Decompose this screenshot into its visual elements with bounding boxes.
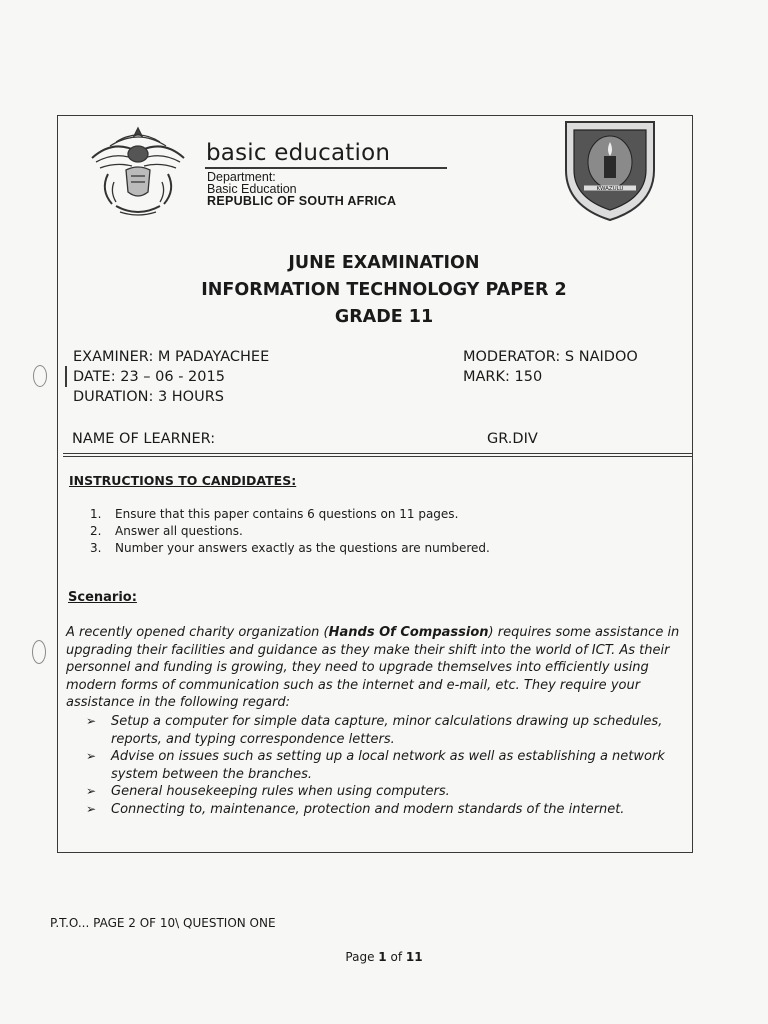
page-total: 11 xyxy=(405,950,423,964)
list-item xyxy=(90,506,490,523)
instructions-heading: INSTRUCTIONS TO CANDIDATES: xyxy=(69,473,297,488)
learner-name-label: NAME OF LEARNER: xyxy=(72,431,216,447)
list-item xyxy=(90,523,490,540)
list-text: Answer all questions. xyxy=(115,524,243,538)
grade-division-label: GR.DIV xyxy=(487,431,538,447)
exam-title: JUNE EXAMINATION xyxy=(288,253,480,273)
scenario-heading: Scenario: xyxy=(68,590,137,605)
list-item xyxy=(86,783,701,801)
list-item xyxy=(86,748,701,783)
arrow-bullet-icon: ➢ xyxy=(86,714,97,728)
scenario-text: A recently opened charity organization ( xyxy=(66,625,329,640)
list-item xyxy=(86,713,701,748)
list-item xyxy=(90,540,490,557)
school-crest-icon xyxy=(560,118,660,224)
scenario-bullets xyxy=(86,713,701,819)
arrow-bullet-icon: ➢ xyxy=(86,749,97,764)
list-text: General housekeeping rules when using computers. xyxy=(111,784,450,800)
department-label: Department: xyxy=(207,170,276,184)
list-text: Setup a computer for simple data capture, minor calculations drawing up schedules, reports, and typing correspondence letters. xyxy=(111,714,663,747)
mark-field: MARK: 150 xyxy=(463,369,543,385)
list-number: 1. xyxy=(90,507,102,521)
arrow-bullet-icon: ➢ xyxy=(86,784,97,799)
page-current: 1 xyxy=(378,950,387,964)
instructions-list xyxy=(90,506,490,557)
moderator-field: MODERATOR: S NAIDOO xyxy=(463,349,638,365)
pto-note: P.T.O... PAGE 2 OF 10\ QUESTION ONE xyxy=(50,916,276,930)
coat-of-arms-icon xyxy=(86,124,190,218)
examiner-field: EXAMINER: M PADAYACHEE xyxy=(73,349,270,365)
page-label: Page xyxy=(345,950,379,964)
organization-name: Hands Of Compassion xyxy=(328,625,489,640)
scenario-paragraph xyxy=(66,624,686,712)
page-of: of xyxy=(386,950,406,964)
list-text: Connecting to, maintenance, protection and modern standards of the internet. xyxy=(111,801,625,817)
list-number: 3. xyxy=(90,541,102,555)
list-text: Number your answers exactly as the questions are numbered. xyxy=(115,541,490,555)
punch-hole-mark xyxy=(33,365,47,387)
org-name-underline xyxy=(205,167,447,169)
department-block xyxy=(207,171,396,207)
grade-title: GRADE 11 xyxy=(334,307,434,327)
list-item xyxy=(86,801,701,819)
list-text: Advise on issues such as setting up a local network as well as establishing a network system between the branches. xyxy=(111,749,665,782)
list-text: Ensure that this paper contains 6 questions on 11 pages. xyxy=(115,507,459,521)
meta-margin-line xyxy=(65,366,67,387)
country-name: REPUBLIC OF SOUTH AFRICA xyxy=(207,194,397,208)
department-name: Basic Education xyxy=(207,182,297,196)
punch-hole-mark xyxy=(32,640,46,664)
scenario-text: ) requires some assistance in upgrading their facilities and guidance as they make their shift into the world of ICT. As their personnel and funding is growing, they need to upgrade themselves into efficiently using modern forms of communication such as the internet and e-mail, etc. They require your assistance in the following regard: xyxy=(66,625,680,711)
svg-text:KWAZULU: KWAZULU xyxy=(596,186,624,192)
list-number: 2. xyxy=(90,524,102,538)
learner-line-double xyxy=(63,456,693,457)
org-name: basic education xyxy=(206,140,391,166)
arrow-bullet-icon: ➢ xyxy=(86,801,97,816)
page-number xyxy=(0,950,768,964)
duration-field: DURATION: 3 HOURS xyxy=(73,389,224,405)
learner-line xyxy=(63,453,693,454)
paper-title: INFORMATION TECHNOLOGY PAPER 2 xyxy=(201,280,567,300)
date-field: DATE: 23 – 06 - 2015 xyxy=(73,369,225,385)
